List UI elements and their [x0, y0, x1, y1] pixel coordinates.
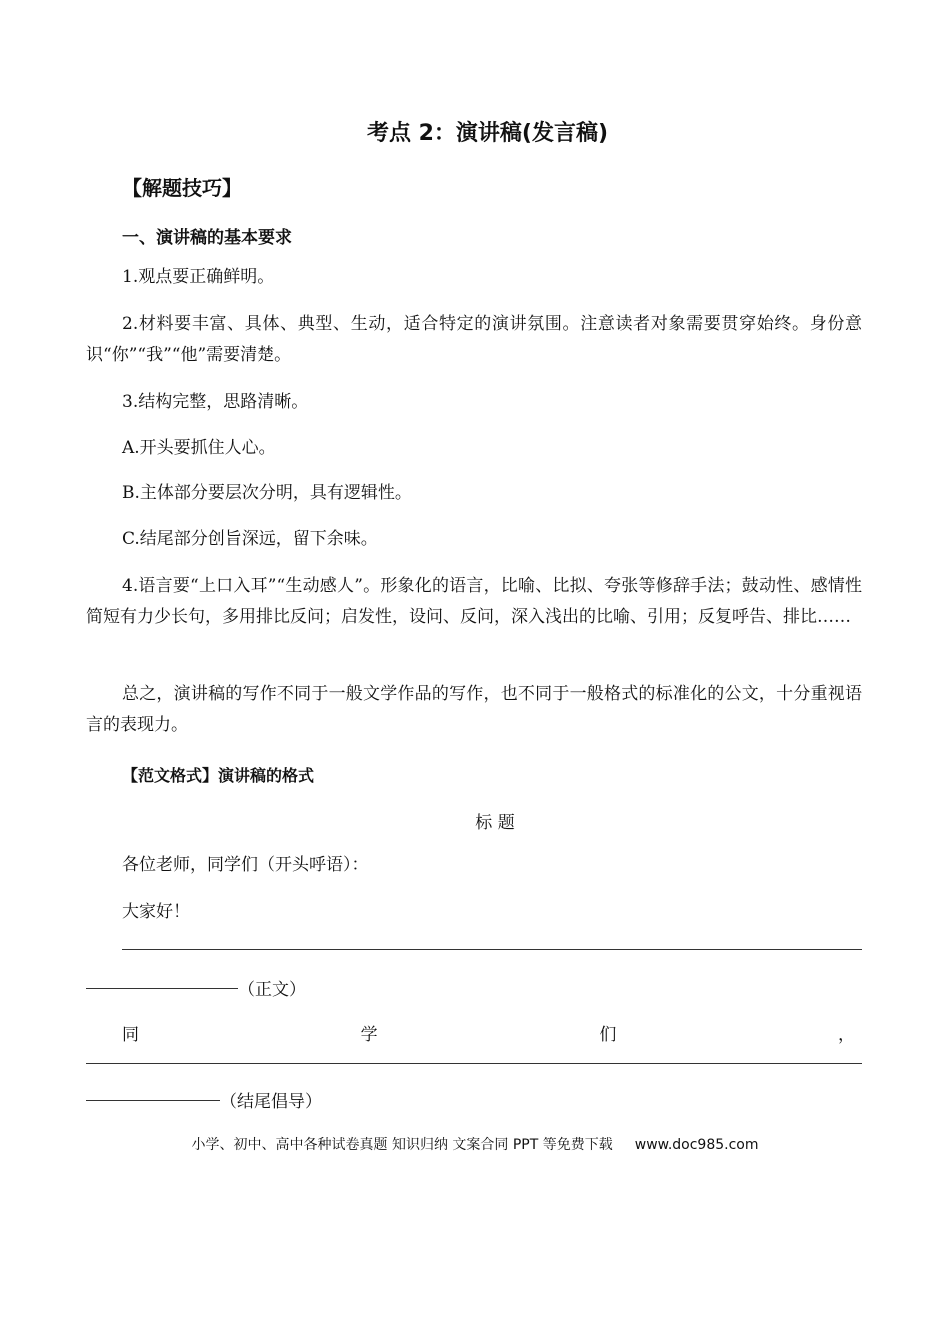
body-note: （正文） [238, 980, 306, 1000]
classmates-char-1: 同 [122, 1025, 139, 1045]
template-hello: 大家好！ [122, 902, 190, 922]
template-title: 标 题 [475, 813, 515, 833]
template-greeting: 各位老师，同学们（开头呼语）： [122, 855, 369, 875]
classmates-char-2: 学 [360, 1025, 378, 1045]
paragraph-point-4: 4.语言要“上口入耳”“生动感人”。形象化的语言，比喻、比拟、夸张等修辞手法；鼓动性、感情性简短有力少长句，多用排比反问；启发性，设问、反问，深入浅出的比喻、引用；反复呼告、排比…… [86, 576, 862, 627]
classmates-char-4: ， [837, 1025, 855, 1045]
format-heading: 【范文格式】演讲稿的格式 [122, 766, 315, 785]
ending-placeholder-line-1 [86, 1055, 862, 1075]
footer-text: 小学、初中、高中各种试卷真题 知识归纳 文案合同 PPT 等免费下载 [191, 1137, 613, 1153]
paragraph-point-b: B.主体部分要层次分明，具有逻辑性。 [122, 483, 412, 503]
paragraph-point-2: 2.材料要丰富、具体、典型、生动，适合特定的演讲氛围。注意读者对象需要贯穿始终。身份意识“你”“我”“他”需要清楚。 [86, 314, 862, 365]
body-placeholder-line-1 [122, 941, 862, 961]
classmates-address [122, 1020, 855, 1045]
classmates-char-3: 们 [599, 1025, 617, 1045]
paragraph-point-1: 1.观点要正确鲜明。 [122, 267, 275, 287]
body-placeholder-line-2 [86, 975, 386, 1000]
ending-placeholder-line-2 [86, 1087, 386, 1112]
paragraph-point-3: 3.结构完整，思路清晰。 [122, 392, 309, 412]
section-heading-basic-requirements: 一、演讲稿的基本要求 [122, 228, 292, 248]
footer-url[interactable]: www.doc985.com [634, 1137, 759, 1153]
page-footer [0, 1134, 950, 1154]
tips-heading: 【解题技巧】 [122, 176, 242, 200]
paragraph-summary: 总之，演讲稿的写作不同于一般文学作品的写作，也不同于一般格式的标准化的公文，十分重视语言的表现力。 [86, 684, 862, 735]
paragraph-point-c: C.结尾部分创旨深远，留下余味。 [122, 529, 378, 549]
paragraph-point-a: A.开头要抓住人心。 [122, 438, 276, 458]
ending-note: （结尾倡导） [220, 1092, 322, 1112]
page-title: 考点 2：演讲稿(发言稿) [366, 121, 609, 146]
